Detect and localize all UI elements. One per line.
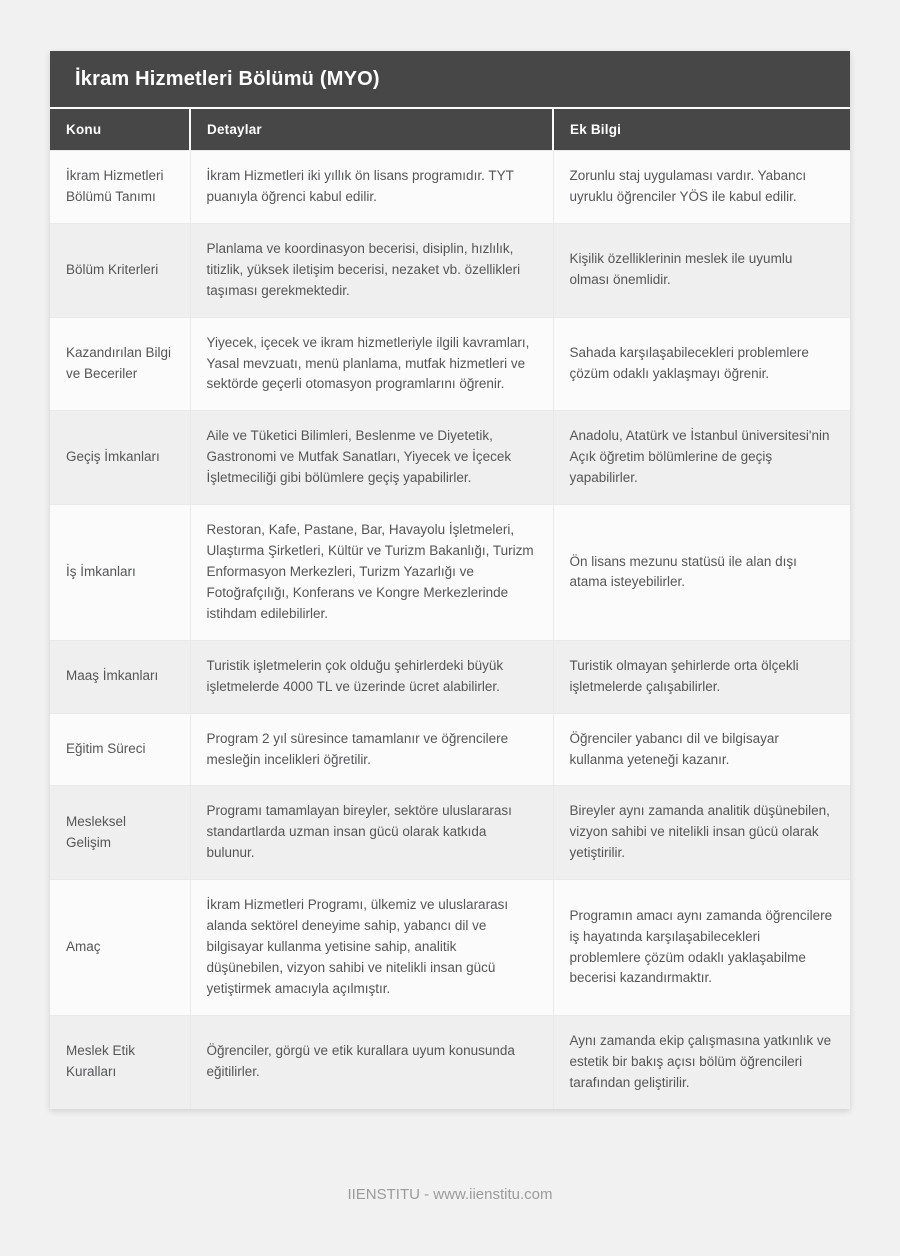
cell-detaylar: Restoran, Kafe, Pastane, Bar, Havayolu İşletmeleri, Ulaştırma Şirketleri, Kültür ve Turizm Bakanlığı, Turizm Enformasyon Merkezleri, Turizm Yazarlığı ve Fotoğrafçılığı, Konferans ve Kongre Merkezlerinde istihdam edilebilirler. [190,505,553,641]
cell-detaylar: Planlama ve koordinasyon becerisi, disiplin, hızlılık, titizlik, yüksek iletişim becerisi, nezaket vb. özellikleri taşıması gerekmektedir. [190,223,553,317]
table-row [50,880,850,1016]
cell-konu: İş İmkanları [50,505,190,641]
page-title: İkram Hizmetleri Bölümü (MYO) [50,51,850,109]
cell-ek-bilgi: Aynı zamanda ekip çalışmasına yatkınlık ve estetik bir bakış açısı bölüm öğrencileri tarafından geliştirilir. [553,1015,850,1108]
cell-konu: Amaç [50,880,190,1016]
cell-konu: Maaş İmkanları [50,640,190,713]
cell-ek-bilgi: Anadolu, Atatürk ve İstanbul üniversitesi'nin Açık öğretim bölümlerine de geçiş yapabilirler. [553,411,850,505]
header-row [50,109,850,151]
cell-ek-bilgi: Bireyler aynı zamanda analitik düşünebilen, vizyon sahibi ve nitelikli insan gücü olarak yetiştirilir. [553,786,850,880]
table-row [50,505,850,641]
content-card [50,51,850,1109]
cell-ek-bilgi: Turistik olmayan şehirlerde orta ölçekli işletmelerde çalışabilirler. [553,640,850,713]
cell-konu: Meslek Etik Kuralları [50,1015,190,1108]
cell-detaylar: Programı tamamlayan bireyler, sektöre uluslararası standartlarda uzman insan gücü olarak katkıda bulunur. [190,786,553,880]
cell-ek-bilgi: Sahada karşılaşabilecekleri problemlere çözüm odaklı yaklaşmayı öğrenir. [553,317,850,411]
cell-ek-bilgi: Ön lisans mezunu statüsü ile alan dışı atama isteyebilirler. [553,505,850,641]
cell-konu: Mesleksel Gelişim [50,786,190,880]
table-body [50,151,850,1109]
cell-ek-bilgi: Öğrenciler yabancı dil ve bilgisayar kullanma yeteneği kazanır. [553,713,850,786]
table-header [50,109,850,151]
site-footer: IIENSTITU - www.iienstitu.com [347,1186,553,1203]
column-header-konu: Konu [50,109,190,151]
cell-detaylar: Turistik işletmelerin çok olduğu şehirlerdeki büyük işletmelerde 4000 TL ve üzerinde ücret alabilirler. [190,640,553,713]
cell-konu: Kazandırılan Bilgi ve Beceriler [50,317,190,411]
table-row [50,317,850,411]
cell-detaylar: Aile ve Tüketici Bilimleri, Beslenme ve Diyetetik, Gastronomi ve Mutfak Sanatları, Yiyecek ve İçecek İşletmeciliği gibi bölümlere geçiş yapabilirler. [190,411,553,505]
cell-konu: Geçiş İmkanları [50,411,190,505]
cell-ek-bilgi: Programın amacı aynı zamanda öğrencilere iş hayatında karşılaşabilecekleri problemlere çözüm odaklı yaklaşabilme becerisi kazandırmaktır. [553,880,850,1016]
table-row [50,411,850,505]
cell-detaylar: Öğrenciler, görgü ve etik kurallara uyum konusunda eğitilirler. [190,1015,553,1108]
cell-konu: İkram Hizmetleri Bölümü Tanımı [50,151,190,224]
cell-detaylar: İkram Hizmetleri Programı, ülkemiz ve uluslararası alanda sektörel deneyime sahip, yabancı dil ve bilgisayar kullanma yetisine sahip, analitik düşünebilen, vizyon sahibi ve nitelikli insan gücü yetiştirmek amacıyla açılmıştır. [190,880,553,1016]
column-header-detaylar: Detaylar [190,109,553,151]
cell-ek-bilgi: Zorunlu staj uygulaması vardır. Yabancı uyruklu öğrenciler YÖS ile kabul edilir. [553,151,850,224]
cell-detaylar: İkram Hizmetleri iki yıllık ön lisans programıdır. TYT puanıyla öğrenci kabul edilir. [190,151,553,224]
table-row [50,786,850,880]
table-row [50,223,850,317]
table-row [50,151,850,224]
cell-konu: Bölüm Kriterleri [50,223,190,317]
info-table [50,109,850,1109]
cell-konu: Eğitim Süreci [50,713,190,786]
cell-detaylar: Program 2 yıl süresince tamamlanır ve öğrencilere mesleğin incelikleri öğretilir. [190,713,553,786]
cell-ek-bilgi: Kişilik özelliklerinin meslek ile uyumlu olması önemlidir. [553,223,850,317]
cell-detaylar: Yiyecek, içecek ve ikram hizmetleriyle ilgili kavramları, Yasal mevzuatı, menü planlama, mutfak hizmetleri ve sektörde geçerli otomasyon programlarını öğrenir. [190,317,553,411]
table-row [50,713,850,786]
table-row [50,1015,850,1108]
table-row [50,640,850,713]
column-header-ek-bilgi: Ek Bilgi [553,109,850,151]
